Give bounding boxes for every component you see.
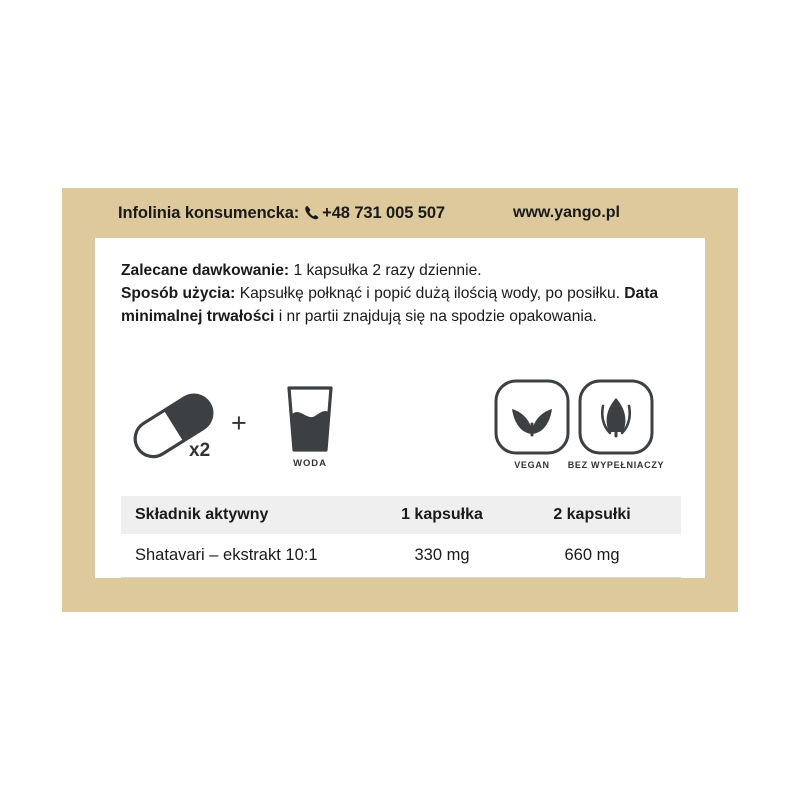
usage-line [121,283,681,329]
dosage-label: Zalecane dawkowanie: [121,262,290,279]
capsule-icon [121,382,225,472]
vegan-leaf-icon [493,378,571,456]
hotline-number: +48 731 005 507 [322,203,446,222]
cell-one-capsule: 330 mg [414,546,470,564]
expiry-label: Data minimalnej trwałości [121,284,659,325]
label-header [62,188,738,238]
ingredients-table [121,496,681,578]
expiry-text: i nr partii znajdują się na spodzie opakowania. [274,307,597,325]
consumer-hotline [118,204,445,223]
cell-ingredient: Shatavari – ekstrakt 10:1 [135,546,318,564]
hotline-label: Infolinia konsumencka: [118,203,300,222]
water-label: WODA [293,458,327,469]
capsule-count: x2 [189,440,211,461]
phone-icon [304,205,319,223]
supplement-label-panel [62,188,738,612]
no-filler-leaf-icon [577,378,655,456]
table-header-one-capsule: 1 kapsułka [401,506,483,523]
plus-sign: + [231,408,247,438]
website-url: www.yango.pl [513,204,620,221]
no-filler-caption: BEZ WYPEŁNIACZY [567,460,665,470]
usage-text: Kapsułkę połknąć i popić dużą ilością wody, po posiłku. [235,284,625,302]
label-content-card [95,238,705,578]
table-row [121,534,681,578]
table-header-two-capsules: 2 kapsułki [553,506,631,523]
table-header-row [121,496,681,534]
usage-instructions [121,260,681,329]
dosage-line [121,260,681,283]
vegan-caption: VEGAN [514,460,550,470]
cell-two-capsules: 660 mg [564,546,620,564]
table-header-ingredient: Składnik aktywny [135,506,269,523]
dosage-text: 1 kapsułka 2 razy dziennie. [289,262,482,279]
pictogram-row [121,374,681,484]
usage-label: Sposób użycia: [121,284,236,302]
